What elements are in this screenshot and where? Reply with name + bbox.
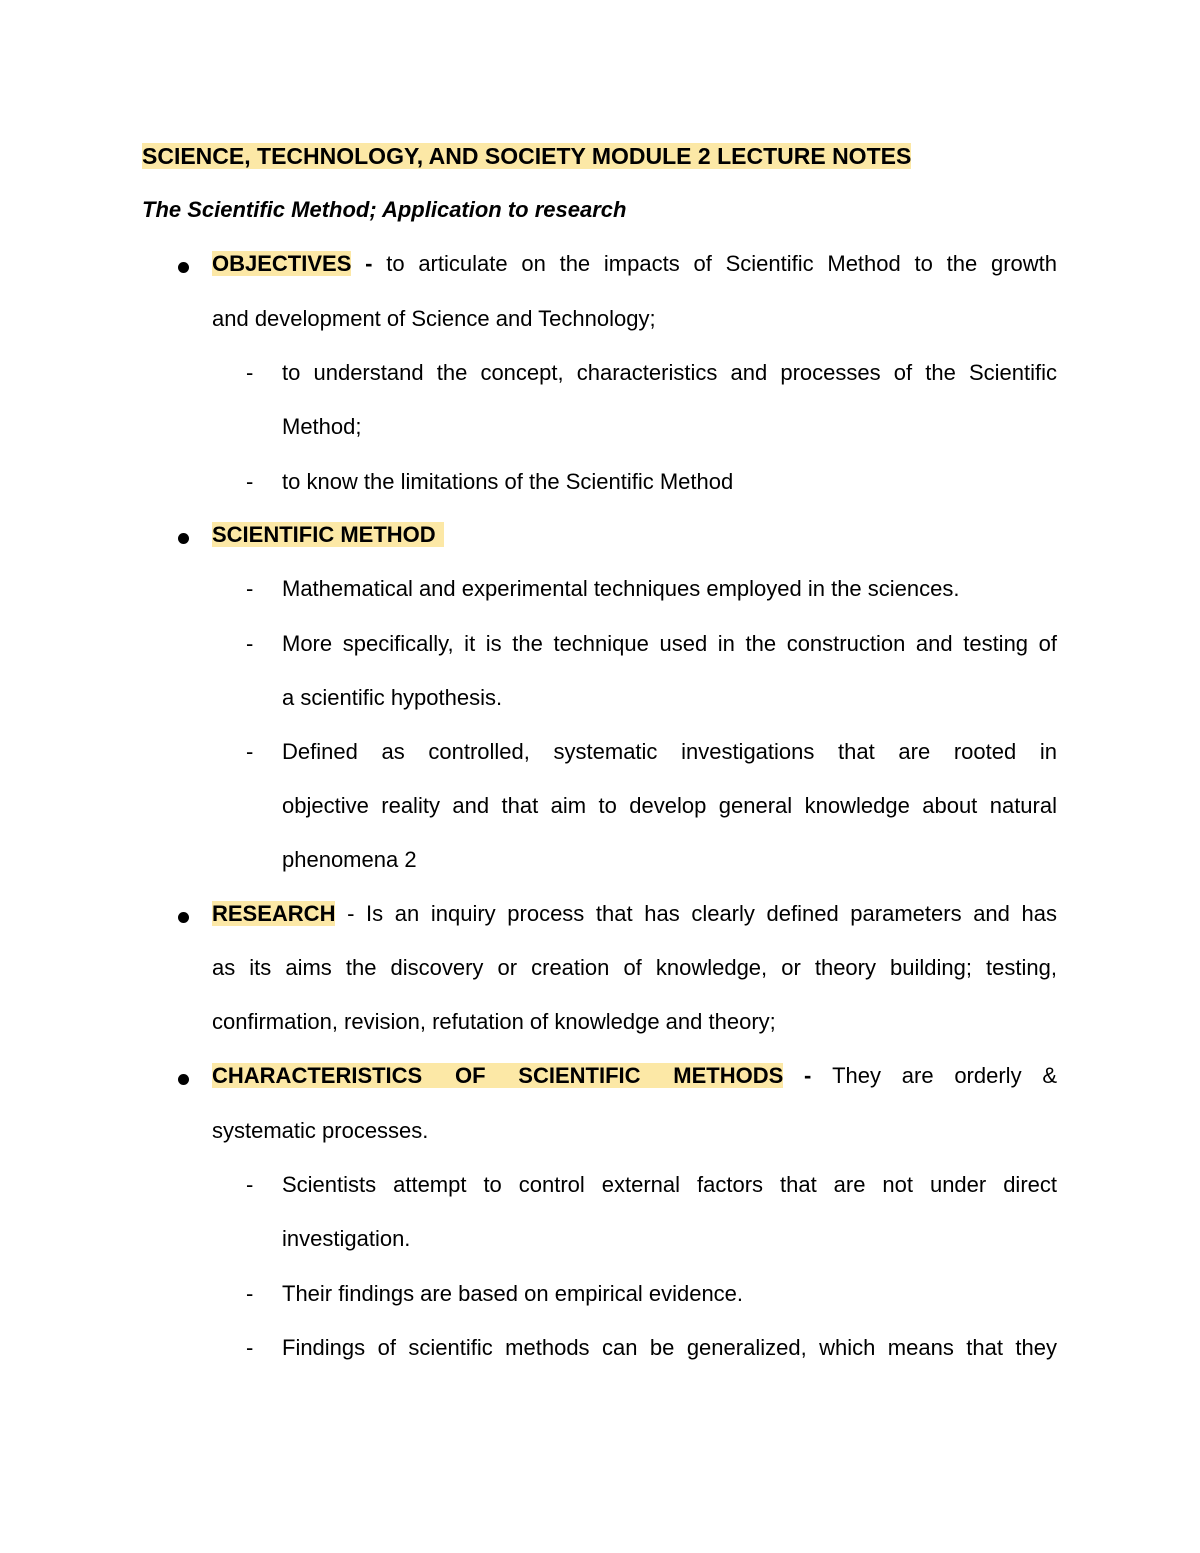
objectives-line-2: and development of Science and Technology;: [212, 306, 656, 331]
sm-3-line-3: phenomena 2: [282, 847, 417, 872]
dash-ch-1: -: [246, 1172, 254, 1197]
characteristics-label: CHARACTERISTICS OF SCIENTIFIC METHODS: [212, 1063, 784, 1088]
scientific-method-heading: [212, 520, 444, 550]
sm-1-line-1: Mathematical and experimental techniques employed in the sciences.: [282, 576, 960, 601]
research-line-3: confirmation, revision, refutation of knowledge and theory;: [212, 1009, 776, 1034]
bullet-characteristics: [178, 1074, 189, 1085]
page-subtitle: The Scientific Method; Application to research: [142, 197, 627, 222]
sm-2-line-2: a scientific hypothesis.: [282, 685, 503, 710]
dash-sm-3: -: [246, 739, 254, 764]
scientific-method-label: SCIENTIFIC METHOD: [212, 522, 444, 547]
bullet-scientific-method: [178, 533, 189, 544]
bullet-research: [178, 912, 189, 923]
ch-3-line-1: Findings of scientific methods can be generalized, which means that they: [282, 1335, 1057, 1360]
characteristics-line-1: [212, 1061, 1057, 1091]
objectives-line-1: [212, 249, 1057, 279]
sm-2-line-1: More specifically, it is the technique used in the construction and testing of: [282, 631, 1057, 656]
sm-3-line-2: objective reality and that aim to develop general knowledge about natural: [282, 793, 1057, 818]
dash-sm-1: -: [246, 576, 254, 601]
sm-3-line-1: Defined as controlled, systematic investigations that are rooted in: [282, 739, 1057, 764]
ch-1-line-2: investigation.: [282, 1226, 411, 1251]
ch-2-line-1: Their findings are based on empirical evidence.: [282, 1281, 744, 1306]
ch-1-line-1: Scientists attempt to control external factors that are not under direct: [282, 1172, 1057, 1197]
bullet-objectives: [178, 262, 189, 273]
research-label: RESEARCH: [212, 901, 336, 926]
dash-objective-1: -: [246, 360, 254, 385]
research-separator: -: [335, 901, 367, 926]
objectives-label: OBJECTIVES: [212, 251, 352, 276]
objective-1-line-2: Method;: [282, 414, 362, 439]
dash-sm-2: -: [246, 631, 254, 656]
characteristics-text-1: They are orderly &: [832, 1063, 1057, 1088]
research-text-1: Is an inquiry process that has clearly defined parameters and has: [366, 901, 1057, 926]
objectives-separator: -: [351, 251, 387, 276]
dash-objective-2: -: [246, 469, 254, 494]
research-line-1: [212, 899, 1057, 929]
dash-ch-3: -: [246, 1335, 254, 1360]
research-line-2: as its aims the discovery or creation of knowledge, or theory building; testing,: [212, 955, 1057, 980]
page-title: [142, 141, 911, 171]
characteristics-separator: -: [783, 1063, 833, 1088]
dash-ch-2: -: [246, 1281, 254, 1306]
objective-2-line-1: to know the limitations of the Scientific Method: [282, 469, 734, 494]
objective-1-line-1: to understand the concept, characteristics and processes of the Scientific: [282, 360, 1057, 385]
objectives-text-1: to articulate on the impacts of Scientific Method to the growth: [386, 251, 1057, 276]
characteristics-line-2: systematic processes.: [212, 1118, 429, 1143]
title-highlight: SCIENCE, TECHNOLOGY, AND SOCIETY MODULE 2 LECTURE NOTES: [142, 143, 912, 169]
